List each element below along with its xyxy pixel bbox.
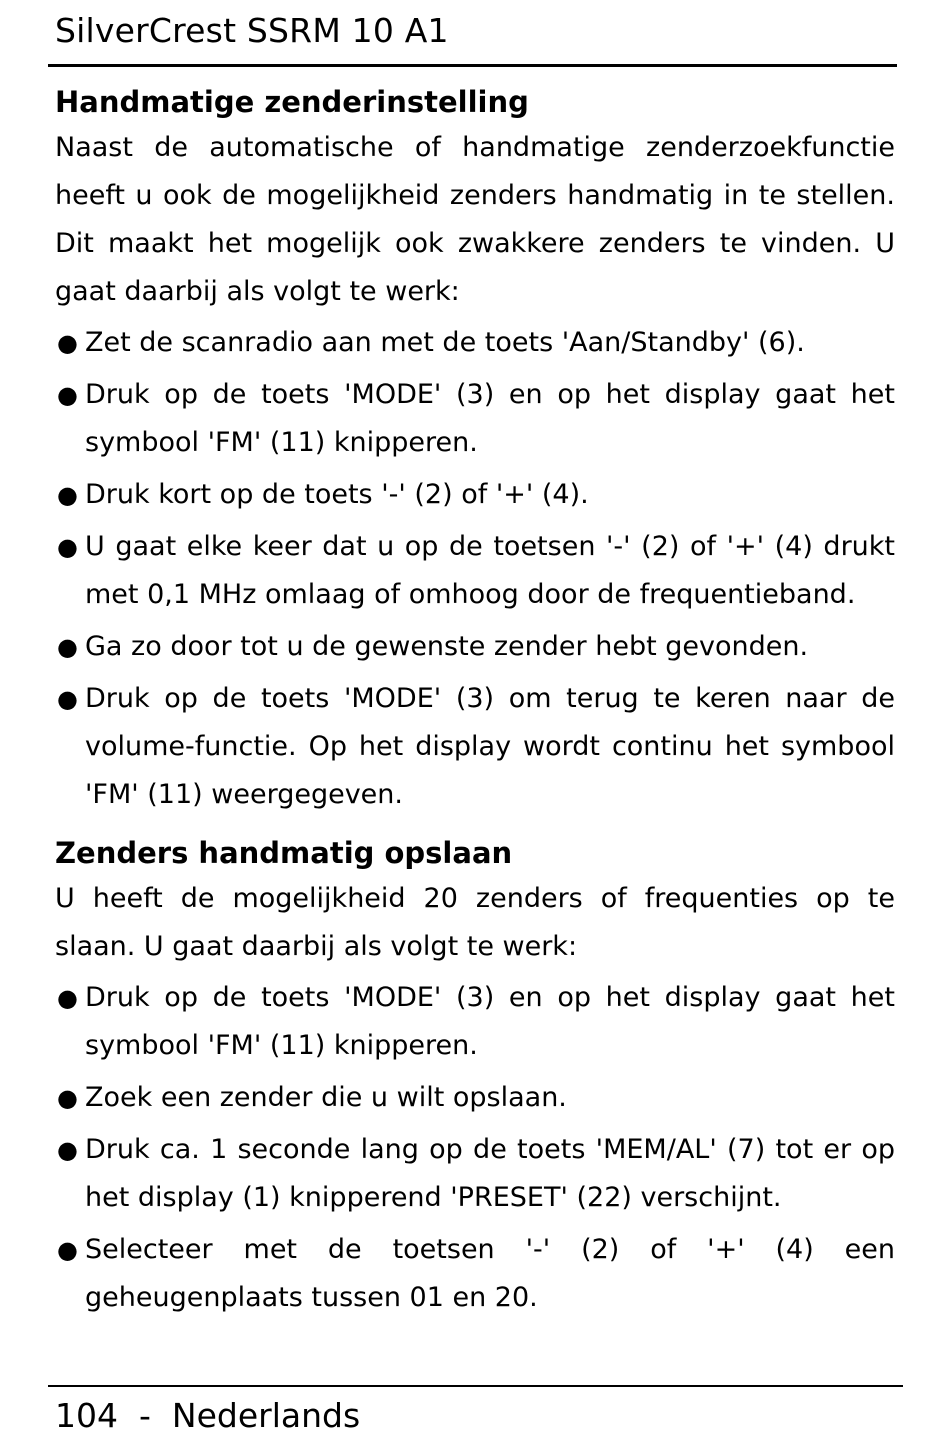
list-item-text: Druk op de toets 'MODE' (3) en op het display gaat het symbool 'FM' (11) knipperen. (85, 982, 895, 1061)
page-header-title: SilverCrest SSRM 10 A1 (55, 11, 449, 50)
bullet-icon: ● (57, 1084, 78, 1112)
list-item-text: Selecteer met de toetsen '-' (2) of '+' (4) een geheugenplaats tussen 01 en 20. (85, 1234, 895, 1313)
section-manual-tuning (55, 80, 895, 819)
page-footer (55, 1394, 360, 1438)
list-item (55, 1074, 895, 1122)
bullet-icon: ● (57, 481, 78, 509)
list-item-text: Druk ca. 1 seconde lang op de toets 'MEM/AL' (7) tot er op het display (1) knipperend 'PRESET' (22) verschijnt. (85, 1134, 895, 1213)
bullet-icon: ● (57, 533, 78, 561)
section-manual-storing (55, 831, 895, 1322)
list-item-text: Ga zo door tot u de gewenste zender hebt gevonden. (85, 631, 809, 662)
section-intro: Naast de automatische of handmatige zenderzoekfunctie heeft u ook de mogelijkheid zenders handmatig in te stellen. Dit maakt het mogelijk ook zwakkere zenders te vinden. U gaat daarbij als volgt te werk: (55, 132, 895, 307)
section-intro: U heeft de mogelijkheid 20 zenders of frequenties op te slaan. U gaat daarbij als volgt te werk: (55, 883, 895, 962)
bullet-icon: ● (57, 329, 78, 357)
list-item (55, 974, 895, 1070)
footer-divider (48, 1385, 903, 1387)
list-item-text: Druk op de toets 'MODE' (3) en op het display gaat het symbool 'FM' (11) knipperen. (85, 379, 895, 458)
section-heading: Zenders handmatig opslaan (55, 836, 513, 870)
list-item-text: Zet de scanradio aan met de toets 'Aan/Standby' (6). (85, 327, 805, 358)
list-item (55, 675, 895, 819)
list-item (55, 319, 895, 367)
list-item-text: Druk kort op de toets '-' (2) of '+' (4). (85, 479, 589, 510)
list-item (55, 1226, 895, 1322)
bullet-icon: ● (57, 984, 78, 1012)
instruction-list (55, 974, 895, 1322)
page-content (55, 80, 895, 1322)
list-item (55, 371, 895, 467)
list-item-text: Zoek een zender die u wilt opslaan. (85, 1082, 567, 1113)
list-item (55, 1126, 895, 1222)
list-item-text: U gaat elke keer dat u op de toetsen '-' (2) of '+' (4) drukt met 0,1 MHz omlaag of omhoog door de frequentieband. (85, 531, 895, 610)
bullet-icon: ● (57, 1236, 78, 1264)
list-item (55, 623, 895, 671)
bullet-icon: ● (57, 633, 78, 661)
list-item (55, 523, 895, 619)
bullet-icon: ● (57, 685, 78, 713)
instruction-list (55, 319, 895, 819)
footer-separator: - (138, 1396, 151, 1435)
bullet-icon: ● (57, 381, 78, 409)
list-item-text: Druk op de toets 'MODE' (3) om terug te keren naar de volume-functie. Op het display wordt continu het symbool 'FM' (11) weergegeven. (85, 683, 895, 810)
footer-language: Nederlands (171, 1396, 361, 1435)
bullet-icon: ● (57, 1136, 78, 1164)
list-item (55, 471, 895, 519)
section-heading: Handmatige zenderinstelling (55, 85, 529, 119)
header-divider (48, 64, 897, 67)
page-number: 104 (55, 1396, 118, 1435)
